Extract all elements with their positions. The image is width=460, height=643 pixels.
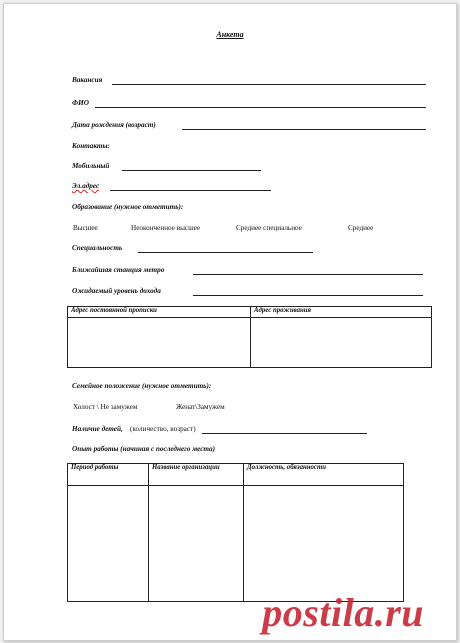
family-status-label: Семейное положение (нужное отметить): bbox=[72, 382, 212, 390]
watermark-logo: postila.ru bbox=[262, 590, 424, 635]
experience-header-organization: Название организации bbox=[149, 464, 244, 486]
mobile-field-line[interactable] bbox=[122, 170, 261, 171]
metro-label: Ближайшая станция метро bbox=[72, 266, 165, 274]
experience-cell-organization[interactable] bbox=[149, 486, 244, 602]
address-header-registration: Адрес постоянной прописки bbox=[68, 307, 251, 318]
email-field-line[interactable] bbox=[110, 190, 271, 191]
email-label: Эл.адрес bbox=[72, 182, 100, 190]
metro-field-line[interactable] bbox=[193, 274, 423, 275]
fio-label: ФИО bbox=[72, 99, 89, 107]
experience-cell-position[interactable] bbox=[244, 486, 404, 602]
vacancy-label: Вакансия bbox=[72, 76, 103, 84]
experience-cell-period[interactable] bbox=[68, 486, 149, 602]
children-hint: (количество, возраст) bbox=[130, 425, 196, 433]
education-label: Образование (нужное отметить): bbox=[72, 203, 184, 211]
experience-header-position: Должность, обязанности bbox=[244, 464, 404, 486]
address-cell-residence[interactable] bbox=[251, 318, 432, 368]
experience-table bbox=[67, 463, 404, 602]
income-label: Ожидаемый уровень дохода bbox=[72, 287, 161, 295]
document-page bbox=[3, 3, 457, 641]
fio-field-line[interactable] bbox=[95, 107, 426, 108]
children-label: Наличие детей, bbox=[72, 425, 123, 433]
address-table bbox=[67, 306, 432, 368]
education-option-specialized-secondary[interactable]: Среднее специальное bbox=[236, 224, 302, 232]
education-option-higher[interactable]: Высшее bbox=[73, 224, 98, 232]
family-option-married[interactable]: Женат\Замужем bbox=[176, 403, 225, 411]
specialty-field-line[interactable] bbox=[138, 252, 313, 253]
experience-header-period: Период работы bbox=[68, 464, 149, 486]
address-header-residence: Адрес проживания bbox=[251, 307, 432, 318]
income-field-line[interactable] bbox=[193, 295, 423, 296]
contacts-label: Контакты: bbox=[72, 142, 110, 150]
education-option-secondary[interactable]: Среднее bbox=[348, 224, 374, 232]
children-field-line[interactable] bbox=[202, 433, 367, 434]
mobile-label: Мобильный bbox=[72, 162, 110, 170]
form-title: Анкета bbox=[216, 30, 244, 39]
experience-label: Опыт работы (начиная с последнего места) bbox=[72, 445, 215, 453]
specialty-label: Специальность bbox=[72, 244, 123, 252]
vacancy-field-line[interactable] bbox=[112, 84, 426, 85]
dob-field-line[interactable] bbox=[182, 129, 426, 130]
family-option-single[interactable]: Холост \ Не замужем bbox=[73, 403, 138, 411]
education-option-incomplete-higher[interactable]: Неоконченное высшее bbox=[131, 224, 201, 232]
dob-label: Дата рождения (возраст) bbox=[72, 121, 156, 129]
address-cell-registration[interactable] bbox=[68, 318, 251, 368]
